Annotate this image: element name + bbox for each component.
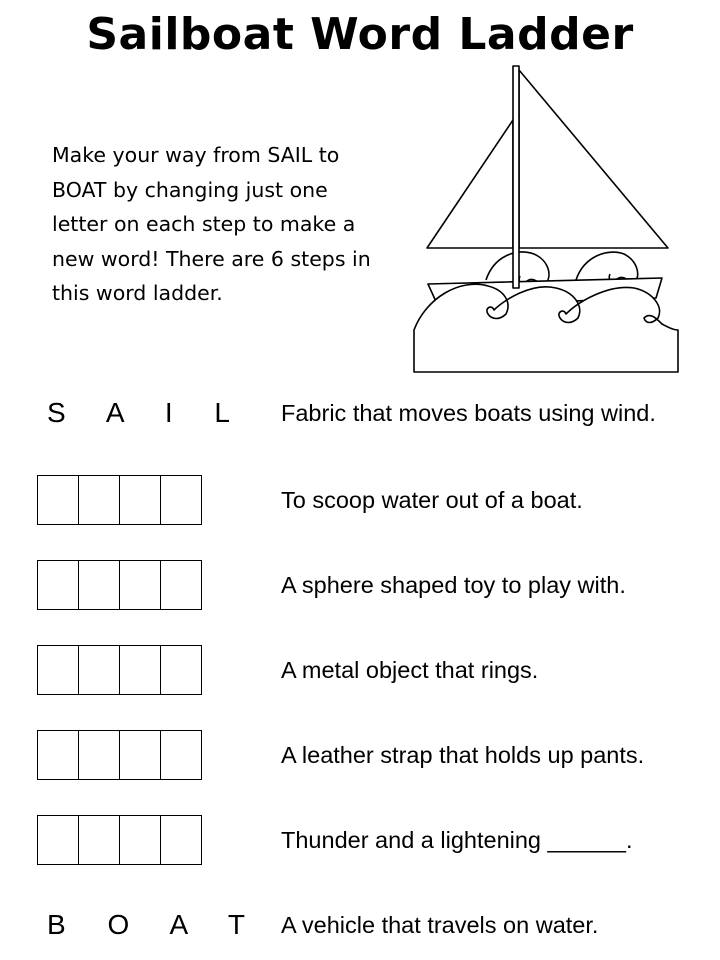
letter-box[interactable] (78, 815, 120, 865)
letter-box[interactable] (78, 475, 120, 525)
step-clue: Thunder and a lightening ______. (281, 827, 633, 853)
letter-box[interactable] (160, 645, 202, 695)
step-clue: To scoop water out of a boat. (281, 487, 583, 513)
letter-box[interactable] (78, 645, 120, 695)
letter-box[interactable] (119, 475, 161, 525)
answer-boxes (37, 560, 202, 610)
answer-boxes (37, 475, 202, 525)
start-clue: Fabric that moves boats using wind. (281, 400, 656, 426)
step-clue: A leather strap that holds up pants. (281, 742, 645, 768)
answer-boxes (37, 730, 202, 780)
letter-box[interactable] (119, 730, 161, 780)
ladder-step-row (0, 645, 720, 695)
end-clue: A vehicle that travels on water. (281, 912, 599, 938)
instructions-text: Make your way from SAIL to BOAT by changing just one letter on each step to make a new word! There are 6 steps in this word ladder. (52, 143, 371, 306)
page-title: Sailboat Word Ladder (86, 9, 634, 60)
ladder-step-row (0, 815, 720, 865)
letter-box[interactable] (160, 815, 202, 865)
ladder-end-row (0, 900, 720, 950)
letter-box[interactable] (160, 475, 202, 525)
step-clue: A sphere shaped toy to play with. (281, 572, 626, 598)
letter-box[interactable] (37, 815, 79, 865)
answer-boxes (37, 645, 202, 695)
letter-box[interactable] (160, 730, 202, 780)
letter-box[interactable] (37, 730, 79, 780)
ladder-start-row (0, 388, 720, 438)
letter-box[interactable] (37, 645, 79, 695)
end-word: B O A T (47, 909, 262, 940)
letter-box[interactable] (37, 560, 79, 610)
step-clue: A metal object that rings. (281, 657, 539, 683)
answer-boxes (37, 815, 202, 865)
letter-box[interactable] (119, 815, 161, 865)
ladder-step-row (0, 730, 720, 780)
ladder-step-row (0, 475, 720, 525)
letter-box[interactable] (78, 560, 120, 610)
letter-box[interactable] (119, 645, 161, 695)
ladder-step-row (0, 560, 720, 610)
letter-box[interactable] (119, 560, 161, 610)
sailboat-on-waves-icon (408, 62, 686, 378)
letter-box[interactable] (37, 475, 79, 525)
start-word: S A I L (47, 397, 247, 428)
letter-box[interactable] (78, 730, 120, 780)
letter-box[interactable] (160, 560, 202, 610)
